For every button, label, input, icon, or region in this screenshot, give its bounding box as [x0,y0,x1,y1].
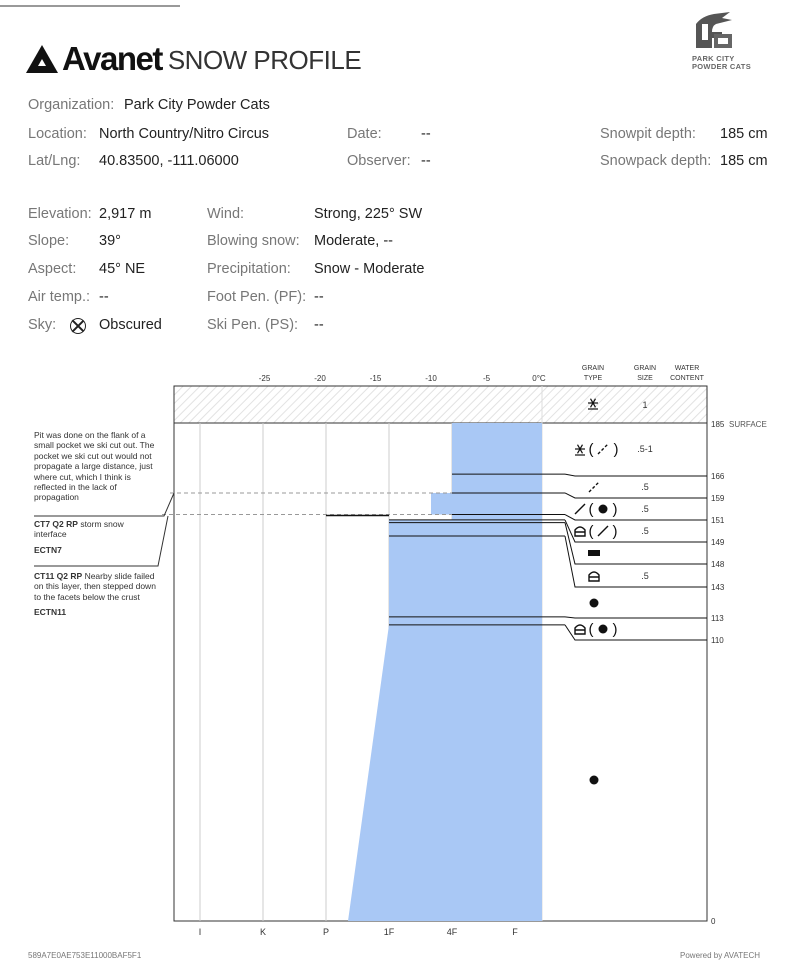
layer-leader-line [565,523,707,564]
grain-stroke [575,527,585,536]
grain-paren: ( [588,523,594,540]
boundary-height-label: 110 [711,636,724,645]
latlng-label: Lat/Lng: [28,153,81,169]
test2-result: ECTN11 [34,607,67,617]
column-header: SIZE [637,375,653,382]
rounded-grains-icon [590,599,599,608]
snowpack-depth-label: Snowpack depth: [600,153,712,169]
test2-code: CT11 Q2 RP [34,571,83,581]
temperature-tick-label: -15 [369,374,382,383]
grain-stroke [575,625,585,634]
snowpit-depth-label: Snowpit depth: [600,126,696,142]
blowing-snow-label: Blowing snow: [207,233,300,249]
ski-pen-label: Ski Pen. (PS): [207,317,299,333]
boundary-height-label: 151 [711,516,725,525]
precipitation-decomposing-icon [575,441,619,458]
brand-name: Avanet [62,40,162,77]
grain-dot [599,505,608,514]
rounded-grains-icon [590,776,599,785]
snowpit-depth-value: 185 cm [720,126,768,142]
grain-paren: ) [613,441,619,458]
layer-leader-line [565,515,707,520]
pc-emblem-icon [692,10,736,50]
profile-id: 589A7E0AE753E11000BAF5F1 [28,951,142,960]
temperature-tick-label: -10 [425,374,437,383]
column-header: TYPE [583,375,603,382]
test2-description: Nearby slide failed on this layer, then stepped down to the facets below the crust [34,571,156,602]
precipitation-value: Snow - Moderate [314,261,425,277]
grain-size-value: .5 [641,504,649,514]
park-city-powder-cats-logo [692,10,766,71]
boundary-height-label: 166 [711,472,725,481]
partner-logo-line2: POWDER CATS [692,62,751,71]
hardness-bar [389,523,542,536]
layer-leader-line [565,474,707,476]
grain-paren: ) [612,621,618,638]
air-temp-value: -- [99,289,109,305]
temperature-tick-label: -5 [482,374,491,383]
grain-dot [599,625,608,634]
layer-leader-line [565,520,707,542]
faceted-fragments-icon [575,523,618,540]
hardness-tick-label: I [198,927,202,937]
faceted-rounded-icon [575,621,618,638]
grain-paren: ( [588,501,594,518]
grain-stroke [598,444,608,454]
header-rule [0,5,180,7]
decomposing-fragments-icon [589,482,599,492]
layer-leader-line [565,493,707,498]
hardness-bar [452,423,542,474]
elevation-label: Elevation: [28,206,92,222]
aspect-label: Aspect: [28,261,77,277]
grain-size-value: .5 [641,482,649,492]
grain-stroke [575,504,585,514]
surface-grain-size: 1 [642,400,648,410]
test2-bracket [34,516,168,566]
grain-dot [590,776,599,785]
boundary-height-label: 185 [711,420,725,429]
column-header: WATER [674,365,700,372]
surface-zone [174,386,707,423]
test1-code: CT7 Q2 RP [34,519,78,529]
aspect-value: 45° NE [99,261,146,277]
grain-size-value: .5-1 [637,444,653,454]
location-label: Location: [28,126,87,142]
grain-size-value: .5 [641,571,649,581]
ski-pen-value: -- [314,317,324,333]
hardness-bar [389,536,542,617]
hardness-tick-label: P [322,927,330,937]
date-value: -- [421,126,431,142]
hardness-tick-label: K [259,927,267,937]
pit-note: Pit was done on the flank of a small pocket we ski cut out. The pocket we ski cut out would not propagate a large distance, just where cut, which I think is reflected in the lack of propagation [34,430,155,503]
column-header: CONTENT [670,375,704,382]
hardness-tick-label: 4F [446,927,458,937]
boundary-height-label: 0 [711,917,716,926]
blowing-snow-value: Moderate, -- [314,233,393,249]
fragments-rounded-icon [575,501,618,518]
slope-value: 39° [99,233,121,249]
grain-stroke [589,482,599,492]
layer-leader-line [565,617,707,618]
hardness-tick-label: 1F [383,927,395,937]
hardness-bar [389,617,542,625]
temperature-tick-label: -25 [258,374,271,383]
document-title: SNOW PROFILE [167,45,362,75]
boundary-height-label: 148 [711,560,725,569]
boundary-height-label: 159 [711,494,725,503]
organization-label: Organization: [28,97,115,113]
snow-profile-chart [0,355,800,945]
hardness-bar [452,474,542,493]
air-temp-label: Air temp.: [28,289,91,305]
observer-value: -- [421,153,431,169]
wind-label: Wind: [207,206,245,222]
surface-label: SURFACE [729,420,767,429]
date-label: Date: [347,126,382,142]
hardness-bar [452,493,542,515]
observer-label: Observer: [347,153,411,169]
wind-value: Strong, 225° SW [314,206,423,222]
sky-value: Obscured [99,317,162,333]
hardness-bar-ledge [431,493,453,515]
snowpack-depth-value: 185 cm [720,153,768,169]
column-header: GRAIN [633,365,657,372]
avanet-mountain-icon [26,45,58,73]
sky-label: Sky: [28,317,57,333]
grain-paren: ) [612,523,618,540]
test1-description: storm snow interface [34,519,124,540]
foot-pen-value: -- [314,289,324,305]
ice-crust-icon [588,550,600,556]
latlng-value: 40.83500, -111.06000 [99,153,239,169]
grain-paren: ) [612,501,618,518]
boundary-height-label: 149 [711,538,725,547]
partner-logo-line1: PARK CITY [692,54,735,63]
avanet-logo [26,40,361,76]
grain-stroke [598,526,608,536]
foot-pen-label: Foot Pen. (PF): [207,289,307,305]
layer-leader-line [565,536,707,587]
boundary-height-label: 143 [711,583,725,592]
grain-paren: ( [588,621,594,638]
grain-paren: ( [588,441,594,458]
column-header: GRAIN [581,365,605,372]
hardness-tick-label: F [512,927,518,937]
elevation-value: 2,917 m [99,206,152,222]
obscured-sky-icon [70,318,86,334]
grain-bar [588,550,600,556]
layer-leader-line [565,625,707,640]
temperature-tick-label: 0°C [532,374,546,383]
test1-bracket [34,493,174,516]
slope-label: Slope: [28,233,70,249]
organization-value: Park City Powder Cats [124,97,270,113]
grain-dot [590,599,599,608]
boundary-height-label: 113 [711,614,724,623]
precipitation-label: Precipitation: [207,261,291,277]
hardness-bar [348,625,542,921]
faceted-crystals-icon [589,572,599,581]
test1-result: ECTN7 [34,545,62,555]
temperature-tick-label: -20 [314,374,326,383]
grain-size-value: .5 [641,526,649,536]
grain-stroke [589,572,599,581]
powered-by: Powered by AVATECH [680,951,761,960]
hardness-bar [452,515,542,520]
location-value: North Country/Nitro Circus [99,126,270,142]
